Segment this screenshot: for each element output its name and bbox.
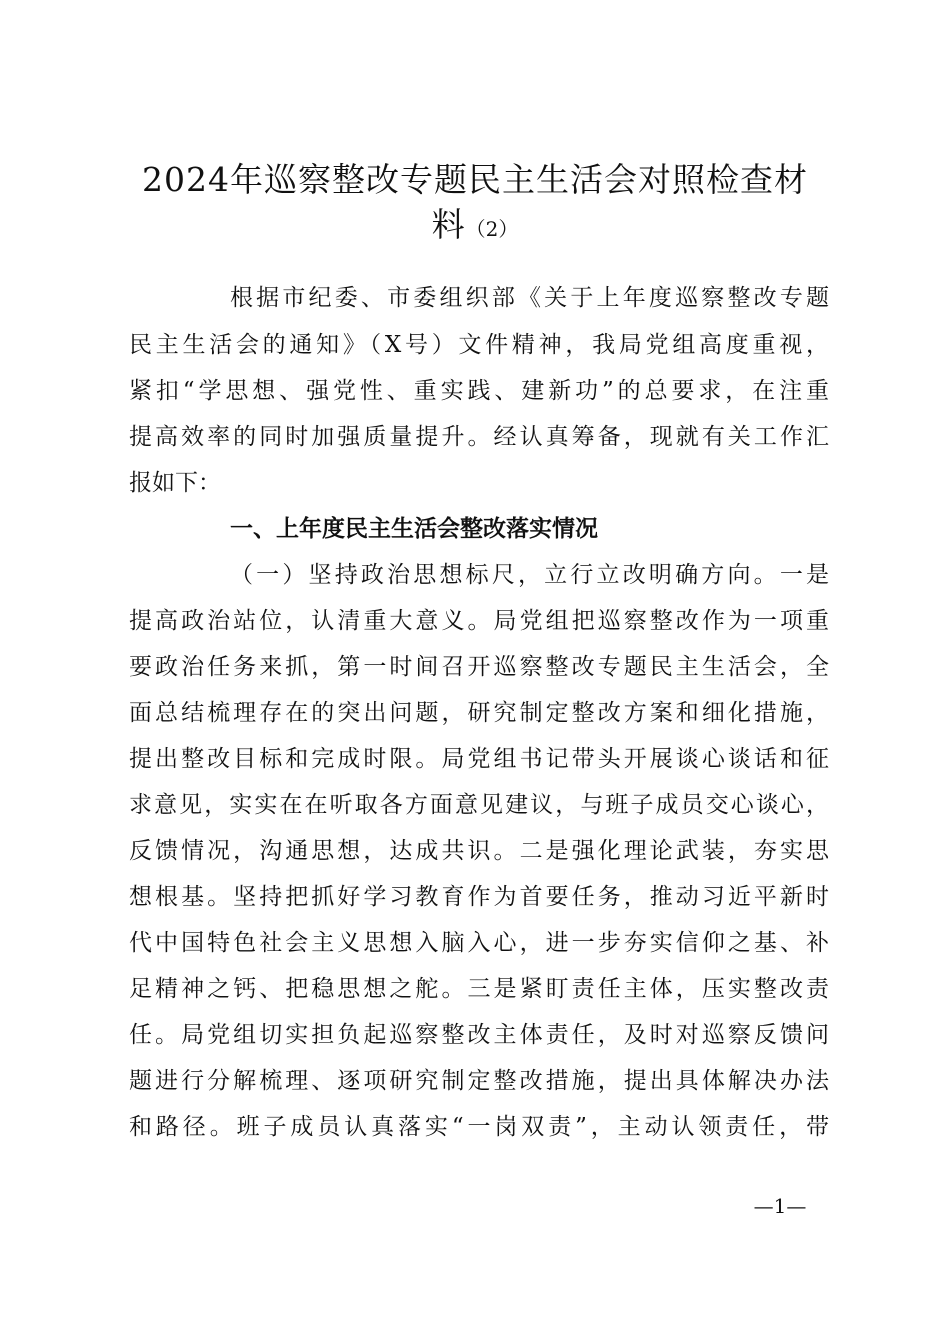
body-line-11: 任。局党组切实担负起巡察整改主体责任，及时对巡察反馈问 — [129, 1022, 829, 1048]
page-number: —1— — [753, 1194, 807, 1218]
title-text-1: 2024年巡察整改专题民主生活会对照检查材 — [142, 160, 808, 199]
intro-line-5: 报如下： — [129, 470, 221, 496]
body-line-2: 提高政治站位，认清重大意义。局党组把巡察整改作为一项重 — [129, 608, 829, 634]
body-line-4: 面总结梳理存在的突出问题，研究制定整改方案和细化措施， — [129, 700, 829, 726]
body-line-10: 足精神之钙、把稳思想之舵。三是紧盯责任主体，压实整改责 — [129, 976, 829, 1002]
body-line-6: 求意见，实实在在听取各方面意见建议，与班子成员交心谈心， — [129, 792, 829, 818]
intro-line-3: 紧扣“学思想、强党性、重实践、建新功”的总要求，在注重 — [129, 378, 829, 404]
intro-line-4: 提高效率的同时加强质量提升。经认真筹备，现就有关工作汇 — [129, 424, 829, 450]
section-heading-1: 一、上年度民主生活会整改落实情况 — [230, 516, 598, 542]
body-line-8: 想根基。坚持把抓好学习教育作为首要任务，推动习近平新时 — [129, 884, 829, 910]
body-line-1: （一）坚持政治思想标尺，立行立改明确方向。一是 — [230, 562, 829, 588]
intro-line-1: 根据市纪委、市委组织部《关于上年度巡察整改专题 — [230, 285, 829, 311]
body-line-3: 要政治任务来抓，第一时间召开巡察整改专题民主生活会，全 — [129, 654, 829, 680]
document-title-line-1 — [120, 158, 830, 202]
body-line-7: 反馈情况，沟通思想，达成共识。二是强化理论武装，夯实思 — [129, 838, 829, 864]
document-title-line-2 — [120, 203, 830, 251]
title-suffix: （2） — [465, 217, 519, 241]
body-line-12: 题进行分解梳理、逐项研究制定整改措施，提出具体解决办法 — [129, 1068, 829, 1094]
body-line-9: 代中国特色社会主义思想入脑入心，进一步夯实信仰之基、补 — [129, 930, 829, 956]
intro-line-2: 民主生活会的通知》（X号）文件精神，我局党组高度重视， — [129, 332, 829, 358]
title-text-2: 料 — [431, 205, 466, 244]
body-line-13: 和路径。班子成员认真落实“一岗双责”，主动认领责任，带 — [129, 1114, 829, 1140]
body-line-5: 提出整改目标和完成时限。局党组书记带头开展谈心谈话和征 — [129, 746, 829, 772]
